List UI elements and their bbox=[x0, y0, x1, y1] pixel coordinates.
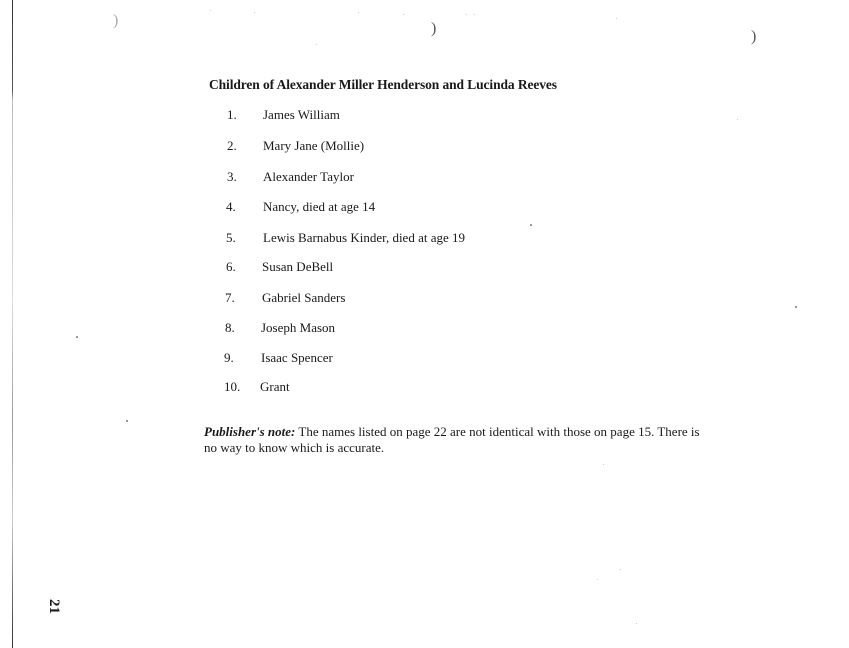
list-item-number: 10. bbox=[224, 379, 241, 394]
scan-speck bbox=[254, 12, 255, 13]
list-item-name: Mary Jane (Mollie) bbox=[263, 138, 365, 153]
list-item-name: Alexander Taylor bbox=[263, 169, 354, 184]
list-item-name: Joseph Mason bbox=[261, 320, 336, 335]
scan-speck bbox=[403, 14, 404, 15]
list-item-number: 6. bbox=[226, 259, 236, 274]
list-item-name: Gabriel Sanders bbox=[262, 290, 346, 305]
list-item-number: 7. bbox=[225, 290, 235, 305]
scan-artifact-mark: ) bbox=[751, 28, 757, 45]
scan-speck bbox=[616, 18, 617, 19]
list-item-number: 9. bbox=[224, 350, 234, 365]
scan-edge-line bbox=[12, 0, 13, 648]
list-item-name: James William bbox=[263, 107, 340, 122]
scan-speck bbox=[316, 44, 317, 45]
scan-artifact-mark: ) bbox=[113, 12, 119, 29]
publisher-note-label: Publisher's note: bbox=[204, 424, 296, 439]
list-item-name: Susan DeBell bbox=[262, 259, 334, 274]
list-item-name: Grant bbox=[260, 379, 290, 394]
publisher-note bbox=[204, 424, 710, 456]
scan-speck bbox=[474, 14, 475, 15]
page-heading: Children of Alexander Miller Henderson and Lucinda Reeves bbox=[209, 77, 557, 92]
scan-speck bbox=[597, 579, 598, 580]
list-item-name: Nancy, died at age 14 bbox=[263, 199, 376, 214]
scan-speck bbox=[795, 306, 797, 308]
list-item-number: 3. bbox=[227, 169, 237, 184]
list-item-number: 2. bbox=[227, 138, 237, 153]
scan-speck bbox=[530, 224, 532, 226]
scan-speck bbox=[737, 119, 738, 120]
scan-speck bbox=[126, 420, 128, 422]
page-number: 21 bbox=[46, 599, 62, 614]
list-item-number: 5. bbox=[226, 230, 236, 245]
scan-speck bbox=[358, 12, 359, 13]
scan-artifact-mark: ) bbox=[431, 20, 437, 37]
scan-speck bbox=[76, 336, 78, 338]
scan-speck bbox=[466, 14, 467, 15]
scan-speck bbox=[636, 623, 637, 624]
list-item-number: 1. bbox=[227, 107, 237, 122]
list-item-name: Isaac Spencer bbox=[261, 350, 333, 365]
list-item-number: 8. bbox=[225, 320, 235, 335]
scan-speck bbox=[603, 464, 604, 465]
scan-speck bbox=[620, 569, 621, 570]
scan-speck bbox=[210, 10, 211, 11]
list-item-name: Lewis Barnabus Kinder, died at age 19 bbox=[263, 230, 466, 245]
list-item-number: 4. bbox=[226, 199, 236, 214]
publisher-note-text: The names listed on page 22 are not identical with those on page 15. There is no way to know which is accurate. bbox=[204, 424, 700, 455]
